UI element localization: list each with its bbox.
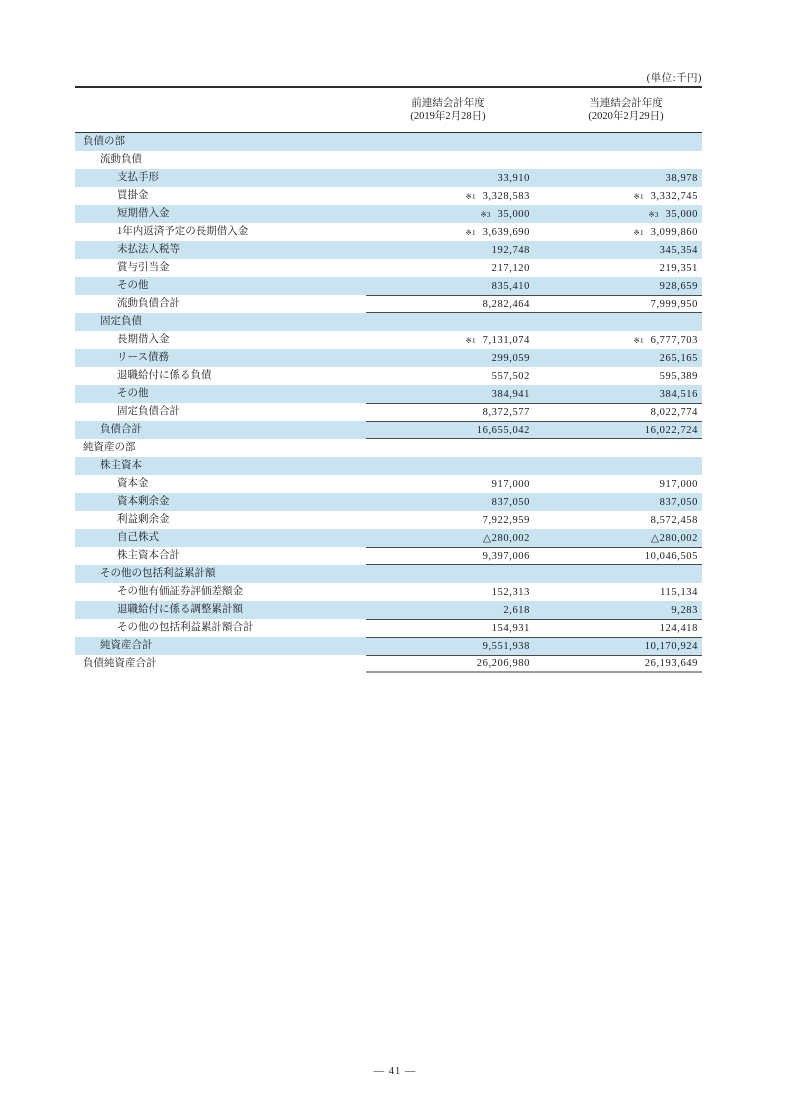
value-cell-current-year [530,475,702,493]
value-cell-current-year [530,349,702,367]
row-values [366,439,702,457]
column-header-previous-year [366,88,530,132]
value-cell-previous-year [366,367,530,385]
amount-previous-year: 2,618 [503,604,530,616]
value-cell-current-year [530,223,702,241]
value-cell-previous-year [366,638,530,655]
value-cell-current-year [530,583,702,601]
row-values [366,385,702,403]
table-row [75,151,702,169]
table-row [75,439,702,457]
table-row [75,205,702,223]
row-label: その他の包括利益累計額合計 [117,622,254,633]
amount-current-year: 26,193,649 [644,658,698,669]
amount-current-year: △280,002 [651,533,698,544]
row-label: 賞与引当金 [117,262,170,273]
amount-previous-year: 217,120 [491,262,530,274]
value-cell-previous-year [366,151,530,169]
amount-current-year: 3,332,745 [650,190,698,202]
amount-current-year: 345,354 [659,244,698,256]
row-label: 退職給付に係る調整累計額 [117,604,243,615]
row-values [366,583,702,601]
amount-previous-year: △280,002 [483,533,530,544]
value-cell-previous-year [366,296,530,312]
value-cell-previous-year [366,313,530,331]
value-cell-current-year [530,565,702,583]
row-label: 株主資本合計 [117,550,180,561]
row-label: 支払手形 [117,172,159,183]
value-cell-current-year [530,367,702,385]
value-cell-current-year [530,548,702,564]
value-cell-previous-year [366,529,530,547]
row-label: リース債務 [117,352,169,363]
value-cell-previous-year [366,223,530,241]
value-cell-previous-year [366,133,530,151]
value-cell-previous-year [366,548,530,564]
row-label: 固定負債 [100,316,142,327]
row-values [366,133,702,151]
amount-previous-year: 8,372,577 [482,407,530,418]
amount-current-year: 219,351 [659,262,698,274]
value-cell-previous-year [366,511,530,529]
table-row [75,367,702,385]
amount-previous-year: 3,639,690 [482,226,530,238]
value-cell-previous-year [366,331,530,349]
column-header-current-year-date: (2020年2月29日) [588,111,664,122]
value-cell-current-year [530,277,702,295]
note-mark-previous-year: ※1 [465,336,476,345]
row-values [366,511,702,529]
value-cell-previous-year [366,656,530,671]
row-values [366,475,702,493]
row-label: 1年内返済予定の長期借入金 [117,226,249,237]
value-cell-current-year [530,296,702,312]
note-mark-current-year: ※1 [633,336,644,345]
note-mark-current-year: ※1 [633,192,644,201]
row-label: 利益剰余金 [117,514,170,525]
amount-previous-year: 7,131,074 [482,334,530,346]
value-cell-current-year [530,187,702,205]
table-row [75,421,702,439]
value-cell-previous-year [366,241,530,259]
amount-current-year: 928,659 [659,280,698,292]
row-values [366,637,702,655]
note-mark-current-year: ※1 [633,228,644,237]
value-cell-current-year [530,385,702,403]
value-cell-previous-year [366,349,530,367]
amount-current-year: 35,000 [665,208,698,220]
value-cell-previous-year [366,620,530,637]
value-cell-previous-year [366,439,530,457]
row-values [366,457,702,475]
row-values [366,187,702,205]
amount-current-year: 917,000 [659,478,698,490]
value-cell-previous-year [366,493,530,511]
table-row [75,457,702,475]
note-mark-current-year: ※3 [648,210,659,219]
row-label: その他有価証券評価差額金 [117,586,243,597]
table-row [75,565,702,583]
unit-label: (単位:千円) [646,73,702,84]
value-cell-current-year [530,638,702,655]
row-label: 負債の部 [83,136,125,147]
note-mark-previous-year: ※3 [480,210,491,219]
row-values [366,655,702,673]
row-values [366,349,702,367]
amount-current-year: 10,170,924 [644,641,698,652]
amount-previous-year: 3,328,583 [482,190,530,202]
value-cell-current-year [530,331,702,349]
row-label: 短期借入金 [117,208,170,219]
table-row [75,187,702,205]
value-cell-current-year [530,169,702,187]
value-cell-current-year [530,205,702,223]
value-cell-previous-year [366,601,530,619]
row-values [366,367,702,385]
table-row [75,385,702,403]
row-values [366,277,702,295]
amount-current-year: 16,022,724 [644,424,698,436]
value-cell-previous-year [366,385,530,403]
table-row [75,601,702,619]
row-values [366,529,702,547]
value-cell-current-year [530,439,702,457]
value-cell-previous-year [366,277,530,295]
row-values [366,205,702,223]
page-number: — 41 — [373,1066,417,1077]
value-cell-current-year [530,404,702,421]
row-values [366,331,702,349]
row-label: 資本金 [117,478,149,489]
row-label: 未払法人税等 [117,244,180,255]
table-row [75,241,702,259]
column-header-current-year [530,88,702,132]
amount-current-year: 124,418 [659,623,698,634]
value-cell-previous-year [366,565,530,583]
table-row [75,493,702,511]
table-row [75,475,702,493]
amount-previous-year: 33,910 [497,172,530,184]
amount-current-year: 6,777,703 [650,334,698,346]
row-values [366,169,702,187]
table-row [75,403,702,421]
value-cell-previous-year [366,475,530,493]
value-cell-current-year [530,601,702,619]
row-values [366,619,702,637]
row-label: 純資産の部 [83,442,136,453]
column-header-current-year-title: 当連結会計年度 [589,97,663,109]
amount-previous-year: 152,313 [491,586,530,598]
value-cell-previous-year [366,404,530,421]
amount-current-year: 38,978 [665,172,698,184]
value-cell-previous-year [366,583,530,601]
table-header-row [75,88,702,133]
table-body [75,133,702,673]
amount-current-year: 8,572,458 [650,514,698,526]
amount-previous-year: 7,922,959 [482,514,530,526]
value-cell-current-year [530,457,702,475]
amount-current-year: 3,099,860 [650,226,698,238]
table-row [75,583,702,601]
value-cell-previous-year [366,422,530,438]
row-values [366,151,702,169]
row-values [366,295,702,313]
table-row [75,331,702,349]
table-row [75,223,702,241]
amount-previous-year: 917,000 [491,478,530,490]
table-row [75,169,702,187]
amount-current-year: 837,050 [659,496,698,508]
amount-current-year: 595,389 [659,370,698,382]
table-row [75,313,702,331]
row-label: 負債純資産合計 [83,658,157,669]
value-cell-previous-year [366,187,530,205]
row-values [366,601,702,619]
amount-previous-year: 384,941 [491,388,530,400]
amount-current-year: 7,999,950 [650,298,698,310]
table-row [75,133,702,151]
row-label: 純資産合計 [100,640,153,651]
table-row [75,511,702,529]
value-cell-current-year [530,313,702,331]
note-mark-previous-year: ※1 [465,228,476,237]
row-label: 退職給付に係る負債 [117,370,212,381]
note-mark-previous-year: ※1 [465,192,476,201]
table-row [75,295,702,313]
row-values [366,547,702,565]
table-row [75,259,702,277]
value-cell-current-year [530,241,702,259]
value-cell-current-year [530,259,702,277]
row-label: 負債合計 [100,424,142,435]
table-row [75,637,702,655]
amount-previous-year: 16,655,042 [476,424,530,436]
row-values [366,259,702,277]
amount-previous-year: 299,059 [491,352,530,364]
amount-previous-year: 8,282,464 [482,298,530,310]
amount-previous-year: 35,000 [497,208,530,220]
balance-sheet-table [75,86,702,673]
amount-previous-year: 9,551,938 [482,641,530,652]
table-row [75,655,702,673]
value-cell-current-year [530,529,702,547]
amount-current-year: 10,046,505 [644,550,698,562]
amount-previous-year: 9,397,006 [482,550,530,562]
row-label: 流動負債 [100,154,142,165]
value-cell-current-year [530,511,702,529]
row-label: その他の包括利益累計額 [100,568,216,579]
row-values [366,493,702,511]
row-label: 長期借入金 [117,334,170,345]
row-label: 株主資本 [100,460,142,471]
value-cell-current-year [530,493,702,511]
value-cell-previous-year [366,457,530,475]
row-values [366,241,702,259]
amount-previous-year: 837,050 [491,496,530,508]
row-values [366,565,702,583]
row-values [366,421,702,439]
amount-current-year: 384,516 [659,388,698,400]
value-cell-current-year [530,620,702,637]
table-row [75,277,702,295]
row-values [366,223,702,241]
amount-current-year: 265,165 [659,352,698,364]
row-label: 資本剰余金 [117,496,170,507]
value-cell-previous-year [366,169,530,187]
amount-current-year: 9,283 [671,604,698,616]
row-label: 自己株式 [117,532,159,543]
table-row [75,349,702,367]
row-label: その他 [117,388,149,399]
value-cell-current-year [530,422,702,438]
row-label: 流動負債合計 [117,298,180,309]
amount-previous-year: 192,748 [491,244,530,256]
row-label: その他 [117,280,149,291]
column-header-previous-year-title: 前連結会計年度 [411,97,485,109]
column-header-previous-year-date: (2019年2月28日) [410,111,486,122]
amount-previous-year: 835,410 [491,280,530,292]
row-values [366,313,702,331]
table-row [75,547,702,565]
amount-current-year: 115,134 [660,586,698,598]
value-cell-previous-year [366,259,530,277]
amount-previous-year: 557,502 [491,370,530,382]
row-label: 固定負債合計 [117,406,180,417]
row-label: 買掛金 [117,190,149,201]
amount-previous-year: 26,206,980 [476,658,530,669]
value-cell-current-year [530,151,702,169]
amount-previous-year: 154,931 [491,623,530,634]
table-row [75,529,702,547]
value-cell-current-year [530,133,702,151]
value-cell-previous-year [366,205,530,223]
table-row [75,619,702,637]
row-values [366,403,702,421]
amount-current-year: 8,022,774 [650,407,698,418]
value-cell-current-year [530,656,702,671]
